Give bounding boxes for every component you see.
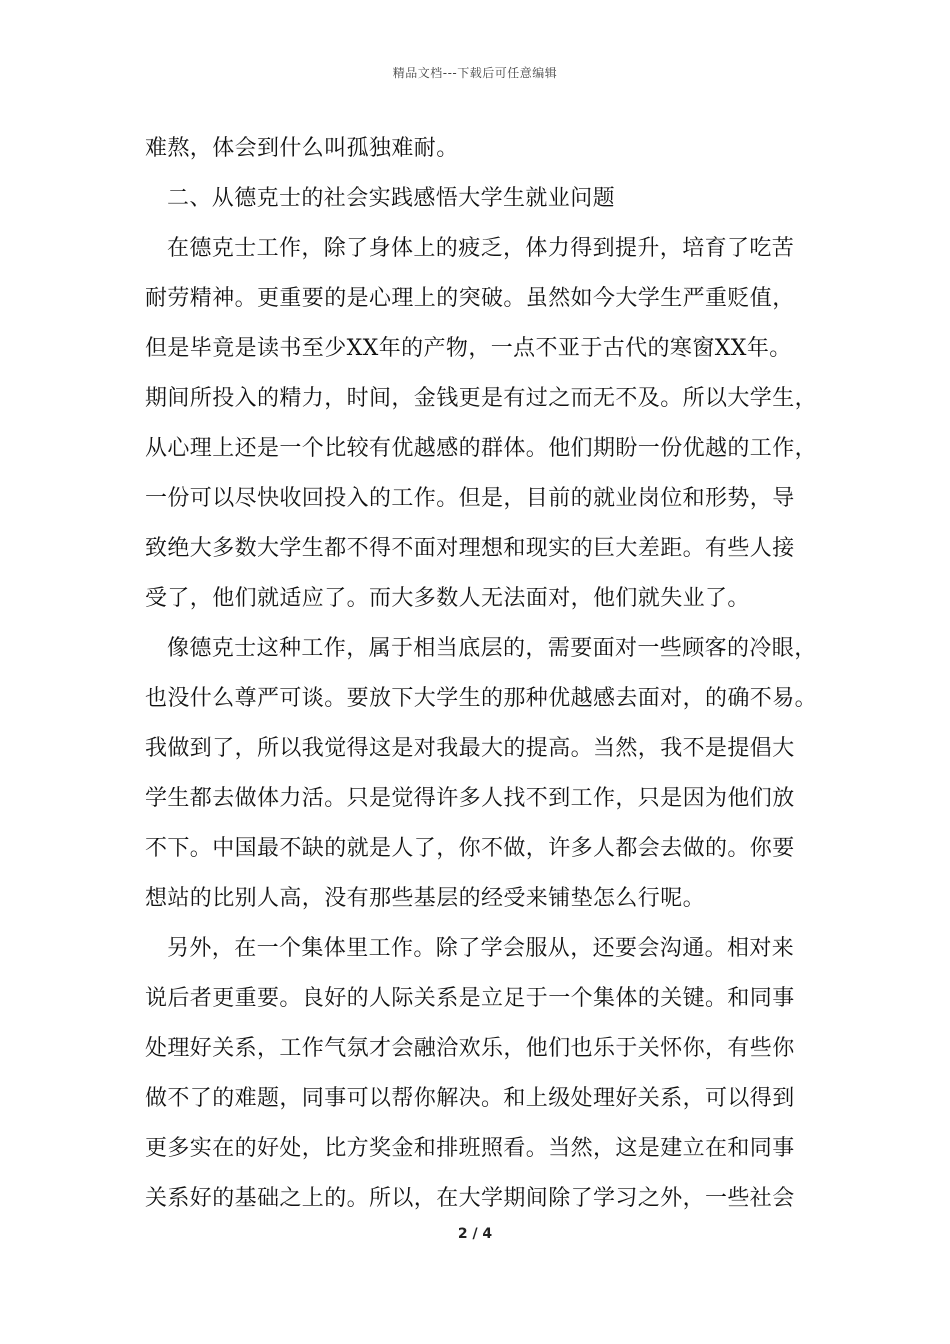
page-number: 2 / 4 [457,1226,493,1242]
text-line-8: 一份可以尽快收回投入的工作。但是，目前的就业岗位和形势，导 [145,486,795,511]
text-line-10: 受了，他们就适应了。而大多数人无法面对，他们就失业了。 [145,586,750,611]
text-line-7: 从心理上还是一个比较有优越感的群体。他们期盼一份优越的工作， [145,436,818,461]
text-line-13: 我做到了，所以我觉得这是对我最大的提高。当然，我不是提倡大 [145,736,795,761]
text-line-17: 另外，在一个集体里工作。除了学会服从，还要会沟通。相对来 [167,936,795,961]
text-line-9: 致绝大多数大学生都不得不面对理想和现实的巨大差距。有些人接 [145,536,795,561]
document-body [145,124,825,1224]
text-line-12: 也没什么尊严可谈。要放下大学生的那种优越感去面对，的确不易。 [145,686,818,711]
text-line-20: 做不了的难题，同事可以帮你解决。和上级处理好关系，可以得到 [145,1086,795,1111]
text-line-11: 像德克士这种工作，属于相当底层的，需要面对一些顾客的冷眼， [167,636,817,661]
text-line-21: 更多实在的好处，比方奖金和排班照看。当然，这是建立在和同事 [145,1136,795,1161]
text-line-6: 期间所投入的精力，时间，金钱更是有过之而无不及。所以大学生， [145,386,818,411]
text-line-19: 处理好关系，工作气氛才会融洽欢乐，他们也乐于关怀你，有些你 [145,1036,795,1061]
text-line-15: 不下。中国最不缺的就是人了，你不做，许多人都会去做的。你要 [145,836,795,861]
text-line-3: 在德克士工作，除了身体上的疲乏，体力得到提升，培育了吃苦 [167,236,795,261]
text-line-14: 学生都去做体力活。只是觉得许多人找不到工作，只是因为他们放 [145,786,795,811]
page-header: 精品文档---下载后可任意编辑 [392,66,558,80]
text-line-18: 说后者更重要。良好的人际关系是立足于一个集体的关键。和同事 [145,986,795,1011]
section-heading: 二、从德克士的社会实践感悟大学生就业问题 [167,186,616,211]
text-line-5: 但是毕竟是读书至少XX年的产物，一点不亚于古代的寒窗XX年。 [145,336,792,361]
text-line-16: 想站的比别人高，没有那些基层的经受来铺垫怎么行呢。 [145,886,706,911]
text-line-1: 难熬，体会到什么叫孤独难耐。 [145,136,459,161]
text-line-22: 关系好的基础之上的。所以，在大学期间除了学习之外，一些社会 [145,1186,795,1211]
text-line-4: 耐劳精神。更重要的是心理上的突破。虽然如今大学生严重贬值， [145,286,795,311]
